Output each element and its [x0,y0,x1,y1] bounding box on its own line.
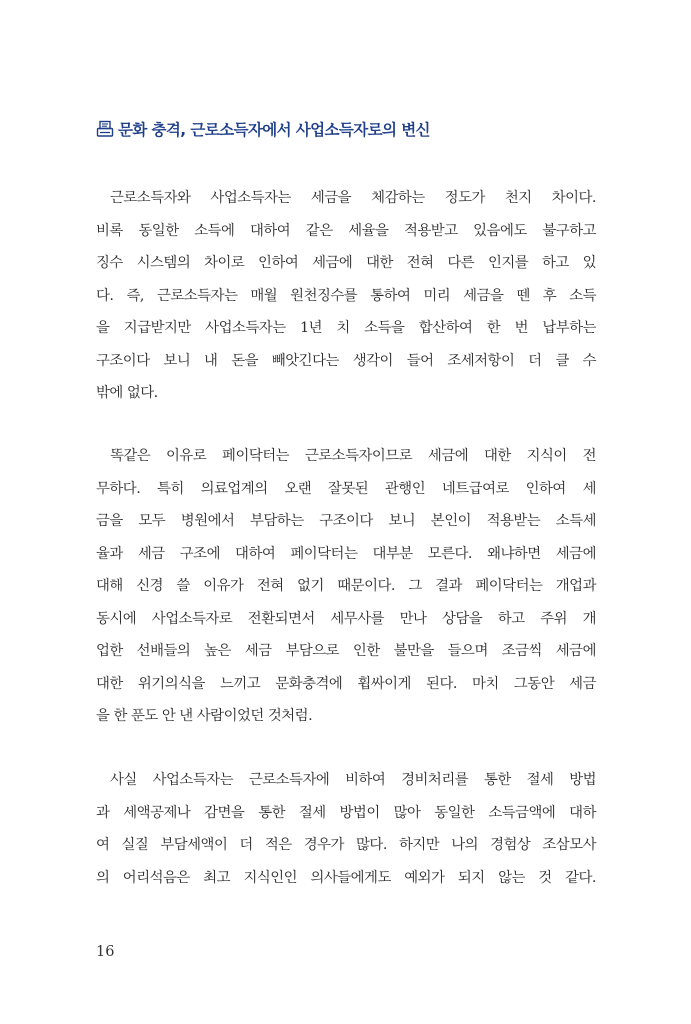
text-line: 업한 선배들의 높은 세금 부담으로 인한 불만을 들으며 조금씩 세금에 [96,643,596,659]
text-line: 동시에 사업소득자로 전환되면서 세무사를 만나 상담을 하고 주위 개 [96,610,596,627]
text-line: 구조이다 보니 내 돈을 빼앗긴다는 생각이 들어 조세저항이 더 클 수 [96,352,596,369]
text-line: 징수 시스템의 차이로 인하여 세금에 대한 전혀 다른 인지를 하고 있 [96,255,596,271]
text-line: 근로소득자와 사업소득자는 세금을 체감하는 정도가 천지 차이다. [110,190,596,206]
paragraph-2 [96,440,596,733]
text-line: 율과 세금 구조에 대하여 페이닥터는 대부분 모른다. 왜냐하면 세금에 [96,545,596,562]
text-line: 금을 모두 병원에서 부담하는 구조이다 보니 본인이 적용받는 소득세 [96,513,596,529]
text-line: 다. 즉, 근로소득자는 매월 원천징수를 통하여 미리 세금을 뗀 후 소득 [96,287,596,304]
text-line: 여 실질 부담세액이 더 적은 경우가 많다. 하지만 나의 경험상 조삼모사 [96,837,596,853]
section-heading [96,116,616,142]
text-line: 을 지급받지만 사업소득자는 1년 치 소득을 합산하여 한 번 납부하는 [96,320,596,336]
paragraph-3 [96,764,596,894]
text-line: 비록 동일한 소득에 대하여 같은 세율을 적용받고 있음에도 불구하고 [96,222,596,239]
text-line: 의 어리석음은 최고 지식인인 의사들에게도 예외가 되지 않는 것 같다. [96,869,596,886]
text-line: 밖에 없다. [96,385,158,401]
heading-title: 문화 충격, 근로소득자에서 사업소득자로의 변신 [118,121,430,139]
text-line: 대한 위기의식을 느끼고 문화충격에 휩싸이게 된다. 마치 그동안 세금 [96,675,596,692]
text-line: 사실 사업소득자는 근로소득자에 비하여 경비처리를 통한 절세 방법 [110,772,596,788]
text-line: 과 세액공제나 감면을 통한 절세 방법이 많아 동일한 소득금액에 대하 [96,804,596,821]
page-number: 16 [96,944,115,960]
text-line: 을 한 푼도 안 낸 사람이었던 것처럼. [96,708,313,724]
document-printer-icon [96,120,114,138]
paragraph-1 [96,182,596,410]
text-line: 똑같은 이유로 페이닥터는 근로소득자이므로 세금에 대한 지식이 전 [110,448,596,464]
text-line: 무하다. 특히 의료업계의 오랜 잘못된 관행인 네트급여로 인하여 세 [96,480,596,497]
text-line: 대해 신경 쓸 이유가 전혀 없기 때문이다. 그 결과 페이닥터는 개업과 [96,578,596,594]
